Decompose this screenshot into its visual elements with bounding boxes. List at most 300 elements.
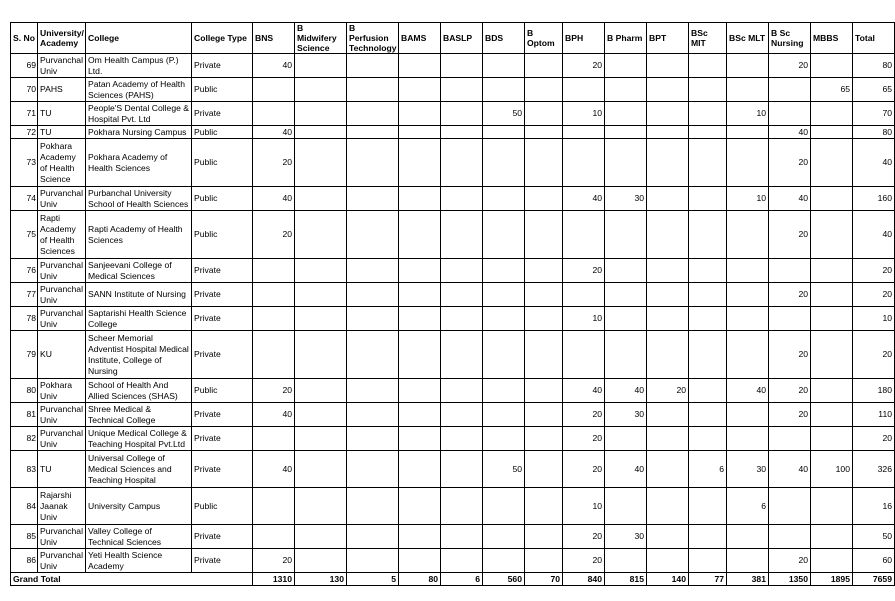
cell-boptom [525, 283, 563, 307]
cell-univ: Purvanchal Univ [38, 187, 86, 211]
cell-bams [399, 488, 441, 525]
table-row [11, 549, 895, 573]
cell-bperf [347, 187, 399, 211]
cell-bscmlt [727, 283, 769, 307]
cell-bperf [347, 451, 399, 488]
cell-total: 20 [853, 259, 895, 283]
cell-baslp [441, 139, 483, 187]
grand-total-total: 7659 [853, 573, 895, 586]
cell-univ: Purvanchal Univ [38, 307, 86, 331]
cell-bpt [647, 211, 689, 259]
column-header: Total [853, 23, 895, 54]
cell-bpt [647, 283, 689, 307]
cell-bns: 40 [253, 54, 295, 78]
cell-bph: 20 [563, 403, 605, 427]
cell-college: Valley College of Technical Sciences [86, 525, 192, 549]
cell-bph: 20 [563, 259, 605, 283]
cell-bams [399, 283, 441, 307]
cell-bscn: 20 [769, 139, 811, 187]
cell-boptom [525, 307, 563, 331]
grand-total-bpharm: 815 [605, 573, 647, 586]
cell-bams [399, 259, 441, 283]
cell-bph [563, 211, 605, 259]
cell-bph [563, 331, 605, 379]
column-header: BNS [253, 23, 295, 54]
cell-college: Om Health Campus (P.) Ltd. [86, 54, 192, 78]
column-header: S. No [11, 23, 38, 54]
cell-bscn: 20 [769, 211, 811, 259]
cell-bmid [295, 488, 347, 525]
grand-total-baslp: 6 [441, 573, 483, 586]
cell-sno: 86 [11, 549, 38, 573]
cell-bpt [647, 187, 689, 211]
grand-total-mbbs: 1895 [811, 573, 853, 586]
column-header: University/ Academy [38, 23, 86, 54]
cell-bscmit [689, 259, 727, 283]
cell-type: Public [192, 139, 253, 187]
cell-boptom [525, 549, 563, 573]
cell-bperf [347, 331, 399, 379]
cell-bscmit [689, 187, 727, 211]
cell-mbbs [811, 211, 853, 259]
cell-bscmlt: 30 [727, 451, 769, 488]
grand-total-bph: 840 [563, 573, 605, 586]
cell-bscn: 20 [769, 379, 811, 403]
cell-baslp [441, 126, 483, 139]
cell-univ: TU [38, 126, 86, 139]
cell-bds [483, 525, 525, 549]
cell-bams [399, 525, 441, 549]
cell-total: 80 [853, 126, 895, 139]
cell-bns [253, 525, 295, 549]
table-header-row [11, 23, 895, 54]
cell-college: School of Health And Allied Sciences (SHAS) [86, 379, 192, 403]
cell-bph: 10 [563, 307, 605, 331]
cell-type: Private [192, 259, 253, 283]
cell-bscmlt [727, 78, 769, 102]
cell-mbbs [811, 427, 853, 451]
cell-college: Pokhara Nursing Campus [86, 126, 192, 139]
cell-bscn: 20 [769, 549, 811, 573]
cell-univ: Rajarshi Jaanak Univ [38, 488, 86, 525]
cell-mbbs [811, 488, 853, 525]
cell-bpt [647, 451, 689, 488]
cell-bds [483, 187, 525, 211]
cell-bmid [295, 451, 347, 488]
cell-total: 10 [853, 307, 895, 331]
cell-bmid [295, 525, 347, 549]
cell-bscmlt [727, 259, 769, 283]
cell-bpharm: 30 [605, 403, 647, 427]
grand-total-bpt: 140 [647, 573, 689, 586]
cell-bds [483, 126, 525, 139]
cell-bpharm: 40 [605, 379, 647, 403]
cell-bpt [647, 78, 689, 102]
column-header: B Midwifery Science [295, 23, 347, 54]
grand-total-bperf: 5 [347, 573, 399, 586]
cell-univ: Purvanchal Univ [38, 283, 86, 307]
cell-bmid [295, 283, 347, 307]
cell-bams [399, 139, 441, 187]
cell-bns [253, 488, 295, 525]
cell-bds [483, 259, 525, 283]
cell-bscmlt [727, 403, 769, 427]
table-row [11, 259, 895, 283]
cell-bscmlt: 10 [727, 187, 769, 211]
cell-sno: 80 [11, 379, 38, 403]
cell-bpt [647, 427, 689, 451]
cell-bns: 40 [253, 451, 295, 488]
cell-bams [399, 379, 441, 403]
cell-college: Scheer Memorial Adventist Hospital Medical Institute, College of Nursing [86, 331, 192, 379]
cell-baslp [441, 525, 483, 549]
cell-type: Public [192, 187, 253, 211]
cell-bmid [295, 379, 347, 403]
cell-boptom [525, 54, 563, 78]
cell-bperf [347, 283, 399, 307]
table-row [11, 403, 895, 427]
cell-bscmlt: 40 [727, 379, 769, 403]
cell-mbbs [811, 139, 853, 187]
cell-bperf [347, 379, 399, 403]
cell-mbbs [811, 403, 853, 427]
cell-bpt [647, 331, 689, 379]
cell-type: Private [192, 427, 253, 451]
cell-bpharm [605, 427, 647, 451]
column-header: BPT [647, 23, 689, 54]
column-header: BSc MIT [689, 23, 727, 54]
cell-bns: 40 [253, 126, 295, 139]
cell-bperf [347, 102, 399, 126]
cell-bds [483, 549, 525, 573]
column-header: B Pharm [605, 23, 647, 54]
table-row [11, 187, 895, 211]
cell-sno: 77 [11, 283, 38, 307]
cell-bpt: 20 [647, 379, 689, 403]
cell-bscmit [689, 102, 727, 126]
cell-bmid [295, 78, 347, 102]
cell-boptom [525, 331, 563, 379]
cell-sno: 73 [11, 139, 38, 187]
cell-bds [483, 379, 525, 403]
cell-bmid [295, 307, 347, 331]
cell-type: Public [192, 78, 253, 102]
cell-bscmlt [727, 126, 769, 139]
cell-bscmit [689, 307, 727, 331]
cell-baslp [441, 187, 483, 211]
cell-type: Private [192, 451, 253, 488]
grand-total-boptom: 70 [525, 573, 563, 586]
cell-bds [483, 139, 525, 187]
cell-type: Private [192, 54, 253, 78]
cell-total: 16 [853, 488, 895, 525]
cell-boptom [525, 379, 563, 403]
cell-bscn: 40 [769, 451, 811, 488]
cell-sno: 72 [11, 126, 38, 139]
cell-bph: 10 [563, 102, 605, 126]
cell-bperf [347, 488, 399, 525]
cell-bpharm [605, 102, 647, 126]
cell-total: 20 [853, 283, 895, 307]
cell-sno: 74 [11, 187, 38, 211]
cell-bds [483, 403, 525, 427]
cell-baslp [441, 331, 483, 379]
cell-mbbs [811, 126, 853, 139]
cell-boptom [525, 139, 563, 187]
cell-sno: 78 [11, 307, 38, 331]
cell-bpt [647, 525, 689, 549]
grand-total-bams: 80 [399, 573, 441, 586]
cell-bams [399, 211, 441, 259]
cell-bns: 20 [253, 139, 295, 187]
cell-baslp [441, 78, 483, 102]
cell-mbbs [811, 283, 853, 307]
cell-bperf [347, 427, 399, 451]
cell-bph: 20 [563, 549, 605, 573]
cell-baslp [441, 54, 483, 78]
cell-mbbs [811, 549, 853, 573]
cell-total: 180 [853, 379, 895, 403]
cell-bams [399, 307, 441, 331]
cell-bscn [769, 525, 811, 549]
grand-total-bns: 1310 [253, 573, 295, 586]
cell-type: Public [192, 379, 253, 403]
cell-bscn [769, 102, 811, 126]
cell-baslp [441, 259, 483, 283]
cell-boptom [525, 488, 563, 525]
cell-univ: Purvanchal Univ [38, 525, 86, 549]
cell-bams [399, 187, 441, 211]
cell-bperf [347, 211, 399, 259]
cell-bpt [647, 139, 689, 187]
cell-baslp [441, 488, 483, 525]
cell-college: Shree Medical & Technical College [86, 403, 192, 427]
cell-mbbs [811, 331, 853, 379]
cell-bph [563, 126, 605, 139]
cell-bpharm [605, 549, 647, 573]
cell-type: Private [192, 331, 253, 379]
cell-bpt [647, 307, 689, 331]
cell-bpt [647, 54, 689, 78]
column-header: College Type [192, 23, 253, 54]
cell-bns [253, 259, 295, 283]
cell-total: 326 [853, 451, 895, 488]
cell-baslp [441, 283, 483, 307]
cell-boptom [525, 259, 563, 283]
cell-bams [399, 427, 441, 451]
cell-bams [399, 78, 441, 102]
cell-bscmlt [727, 525, 769, 549]
cell-college: University Campus [86, 488, 192, 525]
cell-bscn [769, 307, 811, 331]
cell-bscmlt [727, 307, 769, 331]
cell-mbbs [811, 379, 853, 403]
column-header: BPH [563, 23, 605, 54]
table-row [11, 211, 895, 259]
table-row [11, 54, 895, 78]
cell-college: Pokhara Academy of Health Sciences [86, 139, 192, 187]
cell-bpt [647, 102, 689, 126]
cell-univ: Purvanchal Univ [38, 54, 86, 78]
column-header: College [86, 23, 192, 54]
cell-baslp [441, 451, 483, 488]
table-row [11, 379, 895, 403]
cell-total: 20 [853, 331, 895, 379]
cell-mbbs [811, 102, 853, 126]
cell-sno: 84 [11, 488, 38, 525]
cell-boptom [525, 187, 563, 211]
cell-boptom [525, 525, 563, 549]
cell-type: Public [192, 126, 253, 139]
cell-bams [399, 451, 441, 488]
cell-bph [563, 283, 605, 307]
cell-bds [483, 78, 525, 102]
cell-bpt [647, 126, 689, 139]
table-row [11, 488, 895, 525]
cell-baslp [441, 307, 483, 331]
cell-bds [483, 427, 525, 451]
cell-baslp [441, 102, 483, 126]
cell-mbbs [811, 307, 853, 331]
colleges-seats-table [10, 22, 895, 586]
cell-bpharm [605, 331, 647, 379]
table-body [11, 54, 895, 586]
cell-univ: Purvanchal Univ [38, 259, 86, 283]
cell-bscmit [689, 283, 727, 307]
cell-bscmit [689, 78, 727, 102]
cell-univ: PAHS [38, 78, 86, 102]
cell-bph: 20 [563, 54, 605, 78]
cell-college: Rapti Academy of Health Sciences [86, 211, 192, 259]
cell-college: Patan Academy of Health Sciences (PAHS) [86, 78, 192, 102]
table-row [11, 126, 895, 139]
cell-bns [253, 102, 295, 126]
cell-bpharm [605, 259, 647, 283]
cell-bns [253, 307, 295, 331]
cell-bpharm: 40 [605, 451, 647, 488]
cell-bscn: 20 [769, 54, 811, 78]
cell-bperf [347, 126, 399, 139]
cell-bns [253, 427, 295, 451]
column-header: BAMS [399, 23, 441, 54]
grand-total-row [11, 573, 895, 586]
cell-bmid [295, 54, 347, 78]
cell-bscmit [689, 126, 727, 139]
cell-bams [399, 102, 441, 126]
cell-univ: KU [38, 331, 86, 379]
cell-sno: 70 [11, 78, 38, 102]
table-row [11, 78, 895, 102]
cell-boptom [525, 126, 563, 139]
cell-bds [483, 307, 525, 331]
cell-boptom [525, 78, 563, 102]
cell-total: 110 [853, 403, 895, 427]
cell-type: Private [192, 549, 253, 573]
cell-bscmit [689, 139, 727, 187]
cell-univ: Pokhara Academy of Health Science [38, 139, 86, 187]
cell-bds [483, 331, 525, 379]
cell-bds [483, 54, 525, 78]
cell-bscmit [689, 403, 727, 427]
cell-sno: 81 [11, 403, 38, 427]
cell-total: 60 [853, 549, 895, 573]
cell-bscmlt [727, 211, 769, 259]
cell-bscmit [689, 525, 727, 549]
cell-college: Saptarishi Health Science College [86, 307, 192, 331]
cell-bmid [295, 259, 347, 283]
table-row [11, 331, 895, 379]
cell-bpt [647, 549, 689, 573]
cell-bscmit [689, 331, 727, 379]
column-header: BDS [483, 23, 525, 54]
cell-baslp [441, 403, 483, 427]
table-row [11, 307, 895, 331]
column-header: BSc MLT [727, 23, 769, 54]
cell-bperf [347, 403, 399, 427]
grand-total-bds: 560 [483, 573, 525, 586]
cell-bph: 40 [563, 379, 605, 403]
cell-bscmlt [727, 427, 769, 451]
cell-bscn [769, 488, 811, 525]
grand-total-label: Grand Total [11, 573, 253, 586]
cell-bph [563, 78, 605, 102]
table-row [11, 427, 895, 451]
cell-total: 160 [853, 187, 895, 211]
cell-bmid [295, 102, 347, 126]
cell-type: Public [192, 488, 253, 525]
column-header: B Sc Nursing [769, 23, 811, 54]
cell-college: SANN Institute of Nursing [86, 283, 192, 307]
cell-bns [253, 283, 295, 307]
cell-bmid [295, 331, 347, 379]
cell-bns: 20 [253, 211, 295, 259]
cell-sno: 71 [11, 102, 38, 126]
cell-bscn: 40 [769, 187, 811, 211]
cell-bscmlt [727, 331, 769, 379]
cell-bpharm [605, 126, 647, 139]
cell-bpt [647, 403, 689, 427]
cell-bscmlt [727, 54, 769, 78]
cell-bams [399, 403, 441, 427]
cell-bams [399, 54, 441, 78]
cell-bperf [347, 549, 399, 573]
cell-bmid [295, 126, 347, 139]
cell-bscn: 20 [769, 331, 811, 379]
cell-bpharm: 30 [605, 525, 647, 549]
cell-bams [399, 549, 441, 573]
cell-bph: 40 [563, 187, 605, 211]
cell-bscmit [689, 54, 727, 78]
cell-univ: TU [38, 102, 86, 126]
cell-bpt [647, 488, 689, 525]
cell-bds [483, 211, 525, 259]
cell-college: Universal College of Medical Sciences and Teaching Hospital [86, 451, 192, 488]
cell-bpharm [605, 139, 647, 187]
cell-bscn: 40 [769, 126, 811, 139]
cell-bds: 50 [483, 451, 525, 488]
cell-bmid [295, 211, 347, 259]
cell-bscmlt: 6 [727, 488, 769, 525]
cell-bph: 20 [563, 525, 605, 549]
cell-bams [399, 126, 441, 139]
cell-sno: 82 [11, 427, 38, 451]
cell-bpharm [605, 283, 647, 307]
cell-bscmit [689, 549, 727, 573]
cell-univ: Rapti Academy of Health Sciences [38, 211, 86, 259]
cell-type: Private [192, 403, 253, 427]
cell-bscmit [689, 211, 727, 259]
cell-mbbs: 100 [811, 451, 853, 488]
